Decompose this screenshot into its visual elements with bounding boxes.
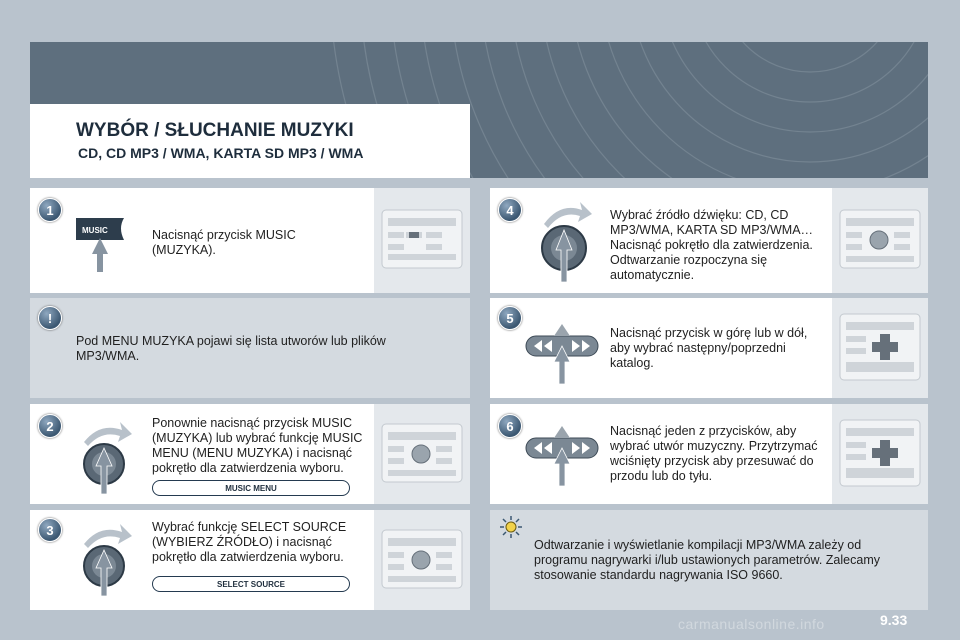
radio-thumbnail	[374, 510, 470, 610]
watermark: carmanualsonline.info	[678, 616, 825, 632]
tip-text: Odtwarzanie i wyświetlanie kompilacji MP3/WMA zależy od programu nagrywarki i/lub ustawionych parametrów. Zalecamy stosowanie standardu nagrywania ISO 9660.	[534, 538, 880, 582]
radio-thumbnail	[374, 188, 470, 293]
step-2-badge: 2	[38, 414, 62, 438]
step-3-text: Wybrać funkcję SELECT SOURCE (WYBIERZ ŹRÓDŁO) i nacisnąć pokrętło dla zatwierdzenia wyboru.	[152, 520, 347, 564]
music-button-label: MUSIC	[82, 226, 108, 235]
radio-thumbnail	[832, 298, 928, 398]
directional-pad-icon	[520, 322, 604, 391]
rotary-knob-icon	[74, 520, 134, 605]
step-1-text: Nacisnąć przycisk MUSIC (MUZYKA).	[152, 228, 296, 257]
step-5-badge: 5	[498, 306, 522, 330]
step-4-text: Wybrać źródło dźwięku: CD, CD MP3/WMA, KARTA SD MP3/WMA… Nacisnąć pokrętło dla zatwierdzenia. Odtwarzanie rozpoczyna się automatycznie.	[610, 208, 814, 282]
rotary-knob-icon	[532, 196, 596, 291]
lightbulb-icon	[500, 516, 522, 543]
rotary-knob-icon	[74, 418, 134, 503]
radio-thumbnail	[832, 404, 928, 504]
step-5-text: Nacisnąć przycisk w górę lub w dół, aby wybrać następny/poprzedni katalog.	[610, 326, 808, 370]
page-subtitle: CD, CD MP3 / WMA, KARTA SD MP3 / WMA	[78, 145, 364, 161]
step-4-badge: 4	[498, 198, 522, 222]
music-button-icon	[74, 214, 132, 279]
music-menu-pill: MUSIC MENU	[152, 480, 350, 496]
step-6-badge: 6	[498, 414, 522, 438]
info-text: Pod MENU MUZYKA pojawi się lista utworów lub plików MP3/WMA.	[76, 334, 386, 363]
step-2-text: Ponownie nacisnąć przycisk MUSIC (MUZYKA) lub wybrać funkcję MUSIC MENU (MENU MUZYKA) i nacisnąć pokrętło dla zatwierdzenia wyboru.	[152, 416, 363, 475]
select-source-pill: SELECT SOURCE	[152, 576, 350, 592]
page-title: WYBÓR / SŁUCHANIE MUZYKI	[76, 120, 354, 141]
step-6-text: Nacisnąć jeden z przycisków, aby wybrać utwór muzyczny. Przytrzymać wciśnięty przycisk aby przesuwać do przodu lub do tyłu.	[610, 424, 818, 483]
directional-pad-icon	[520, 424, 604, 493]
step-1-badge: 1	[38, 198, 62, 222]
radio-thumbnail	[374, 404, 470, 504]
page-number: 9.33	[880, 612, 908, 628]
warning-badge: !	[38, 306, 62, 330]
step-3-badge: 3	[38, 518, 62, 542]
radio-thumbnail	[832, 188, 928, 293]
